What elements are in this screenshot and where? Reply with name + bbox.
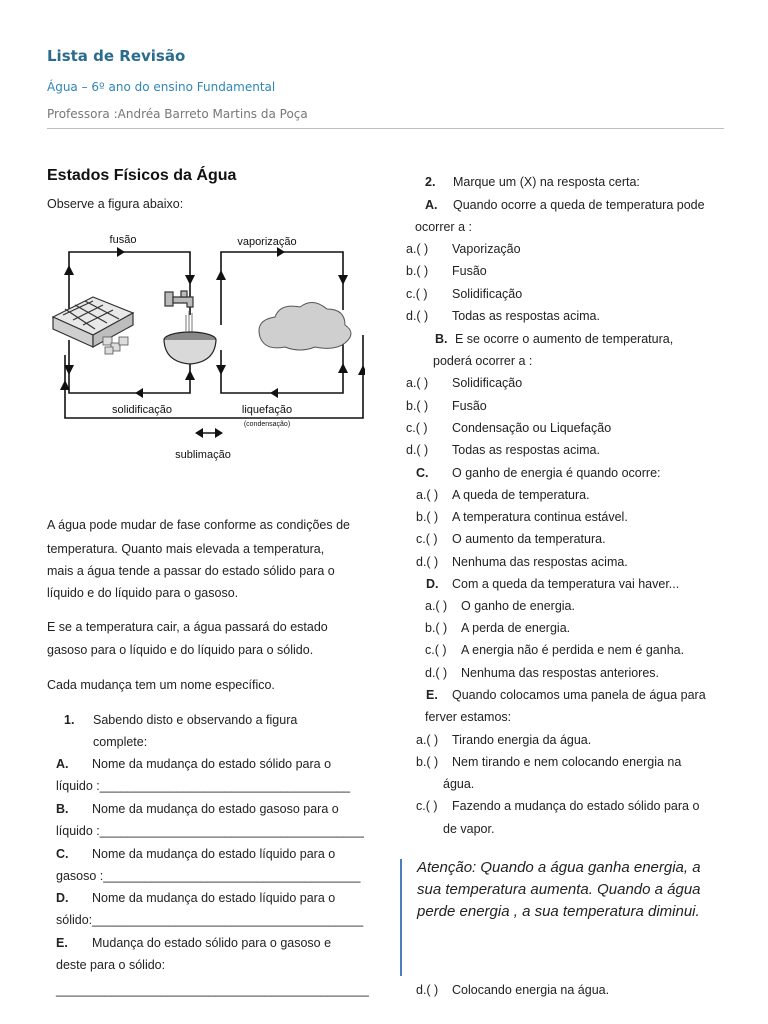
option-checkbox[interactable]: c.( ) [406, 421, 428, 435]
paragraph-line: gasoso para o líquido e do líquido para o sólido. [47, 643, 314, 657]
option-label: Fusão [452, 399, 487, 413]
option-checkbox[interactable]: d.( ) [406, 443, 429, 457]
item-text: Nome da mudança do estado líquido para o [92, 847, 336, 861]
question-text: Sabendo disto e observando a figura [93, 713, 298, 727]
question-number: 1. [64, 713, 75, 727]
label-sublimacao: sublimação [175, 449, 231, 461]
item-letter: C. [416, 466, 429, 480]
item-text: Nome da mudança do estado sólido para o [92, 757, 332, 771]
option-label: água. [443, 777, 475, 791]
observe-text: Observe a figura abaixo: [47, 197, 184, 211]
paragraph-line: mais a água tende a passar do estado sólido para o [47, 564, 335, 578]
item-text: O ganho de energia é quando ocorre: [452, 466, 661, 480]
option-label: A perda de energia. [461, 621, 571, 635]
paragraph-line: E se a temperatura cair, a água passará do estado [47, 620, 328, 634]
item-letter: B. [435, 332, 448, 346]
attention-note: Atenção: Quando a água ganha energia, a sua temperatura aumenta. Quando a água perde energia , a sua temperatura diminui. [417, 859, 701, 920]
paragraph-line: líquido e do líquido para o gasoso. [47, 586, 239, 600]
option-label: de vapor. [443, 822, 495, 836]
item-text: Mudança do estado sólido para o gasoso e [92, 936, 332, 950]
label-condensacao: (condensação) [243, 421, 291, 428]
question-text: Marque um (X) na resposta certa: [453, 175, 640, 189]
paragraph-line: temperatura. Quanto mais elevada a temperatura, [47, 542, 325, 556]
answer-line[interactable]: gasoso :_____________________________________ [56, 869, 361, 883]
note-border [400, 859, 402, 976]
option-label: A energia não é perdida e nem é ganha. [461, 643, 685, 657]
document-subtitle: Água – 6º ano do ensino Fundamental [47, 80, 276, 94]
question-text: complete: [93, 735, 148, 749]
option-checkbox[interactable]: a.( ) [425, 599, 448, 613]
option-checkbox[interactable]: b.( ) [425, 621, 448, 635]
option-label: Fusão [452, 264, 487, 278]
label-solidificacao: solidificação [112, 404, 172, 416]
item-letter: B. [56, 802, 69, 816]
water-cycle-figure [45, 225, 365, 465]
answer-line[interactable]: líquido :______________________________________ [56, 824, 364, 838]
section-title: Estados Físicos da Água [47, 167, 237, 184]
option-label: Fazendo a mudança do estado sólido para o [452, 799, 700, 813]
option-label: O ganho de energia. [461, 599, 575, 613]
option-checkbox[interactable]: d.( ) [416, 983, 439, 997]
option-label: Colocando energia na água. [452, 983, 610, 997]
item-text: Quando ocorre a queda de temperatura pode [453, 198, 705, 212]
option-checkbox[interactable]: a.( ) [416, 488, 439, 502]
item-letter: E. [56, 936, 68, 950]
option-checkbox[interactable]: c.( ) [416, 799, 438, 813]
header-divider [47, 128, 724, 129]
teacher-name: Professora :Andréa Barreto Martins da Poça [47, 107, 308, 121]
option-checkbox[interactable]: b.( ) [416, 755, 439, 769]
option-checkbox[interactable]: a.( ) [416, 733, 439, 747]
option-checkbox[interactable]: d.( ) [406, 309, 429, 323]
item-text: Nome da mudança do estado gasoso para o [92, 802, 339, 816]
option-checkbox[interactable]: b.( ) [416, 510, 439, 524]
answer-line[interactable]: líquido :____________________________________ [56, 779, 351, 793]
label-vaporizacao: vaporização [237, 236, 297, 248]
item-letter: C. [56, 847, 69, 861]
option-checkbox[interactable]: b.( ) [406, 264, 429, 278]
answer-line[interactable]: _____________________________________________ [56, 983, 369, 997]
option-checkbox[interactable]: d.( ) [416, 555, 439, 569]
option-label: A queda de temperatura. [452, 488, 590, 502]
option-label: Solidificação [452, 376, 523, 390]
option-label: Nenhuma das respostas acima. [452, 555, 628, 569]
option-checkbox[interactable]: c.( ) [406, 287, 428, 301]
item-text: E se ocorre o aumento de temperatura, [455, 332, 674, 346]
option-checkbox[interactable]: c.( ) [425, 643, 447, 657]
item-letter: D. [56, 891, 69, 905]
item-letter: A. [425, 198, 438, 212]
option-checkbox[interactable]: d.( ) [425, 666, 448, 680]
option-checkbox[interactable]: a.( ) [406, 376, 429, 390]
option-label: Solidificação [452, 287, 523, 301]
item-text: Com a queda da temperatura vai haver... [452, 577, 680, 591]
item-letter: A. [56, 757, 69, 771]
paragraph-line: A água pode mudar de fase conforme as condições de [47, 518, 350, 532]
item-text: ocorrer a : [415, 220, 472, 234]
answer-line[interactable]: sólido:_______________________________________ [56, 913, 364, 927]
option-label: O aumento da temperatura. [452, 532, 606, 546]
option-label: Nem tirando e nem colocando energia na [452, 755, 682, 769]
option-label: Condensação ou Liquefação [452, 421, 612, 435]
option-checkbox[interactable]: b.( ) [406, 399, 429, 413]
option-label: Todas as respostas acima. [452, 309, 600, 323]
item-text: Nome da mudança do estado líquido para o [92, 891, 336, 905]
option-label: Tirando energia da água. [452, 733, 592, 747]
option-label: Vaporização [452, 242, 521, 256]
option-checkbox[interactable]: c.( ) [416, 532, 438, 546]
label-fusao: fusão [109, 234, 137, 246]
item-text: deste para o sólido: [56, 958, 166, 972]
item-letter: E. [426, 688, 438, 702]
question-number: 2. [425, 175, 436, 189]
option-label: Nenhuma das respostas anteriores. [461, 666, 660, 680]
option-label: Todas as respostas acima. [452, 443, 600, 457]
item-text: Quando colocamos uma panela de água para [452, 688, 706, 702]
option-label: A temperatura continua estável. [452, 510, 628, 524]
item-text: ferver estamos: [425, 710, 512, 724]
label-liquefacao: liquefação [241, 404, 293, 416]
option-checkbox[interactable]: a.( ) [406, 242, 429, 256]
document-title: Lista de Revisão [47, 47, 186, 65]
paragraph-line: Cada mudança tem um nome específico. [47, 678, 275, 692]
item-letter: D. [426, 577, 439, 591]
item-text: poderá ocorrer a : [433, 354, 533, 368]
